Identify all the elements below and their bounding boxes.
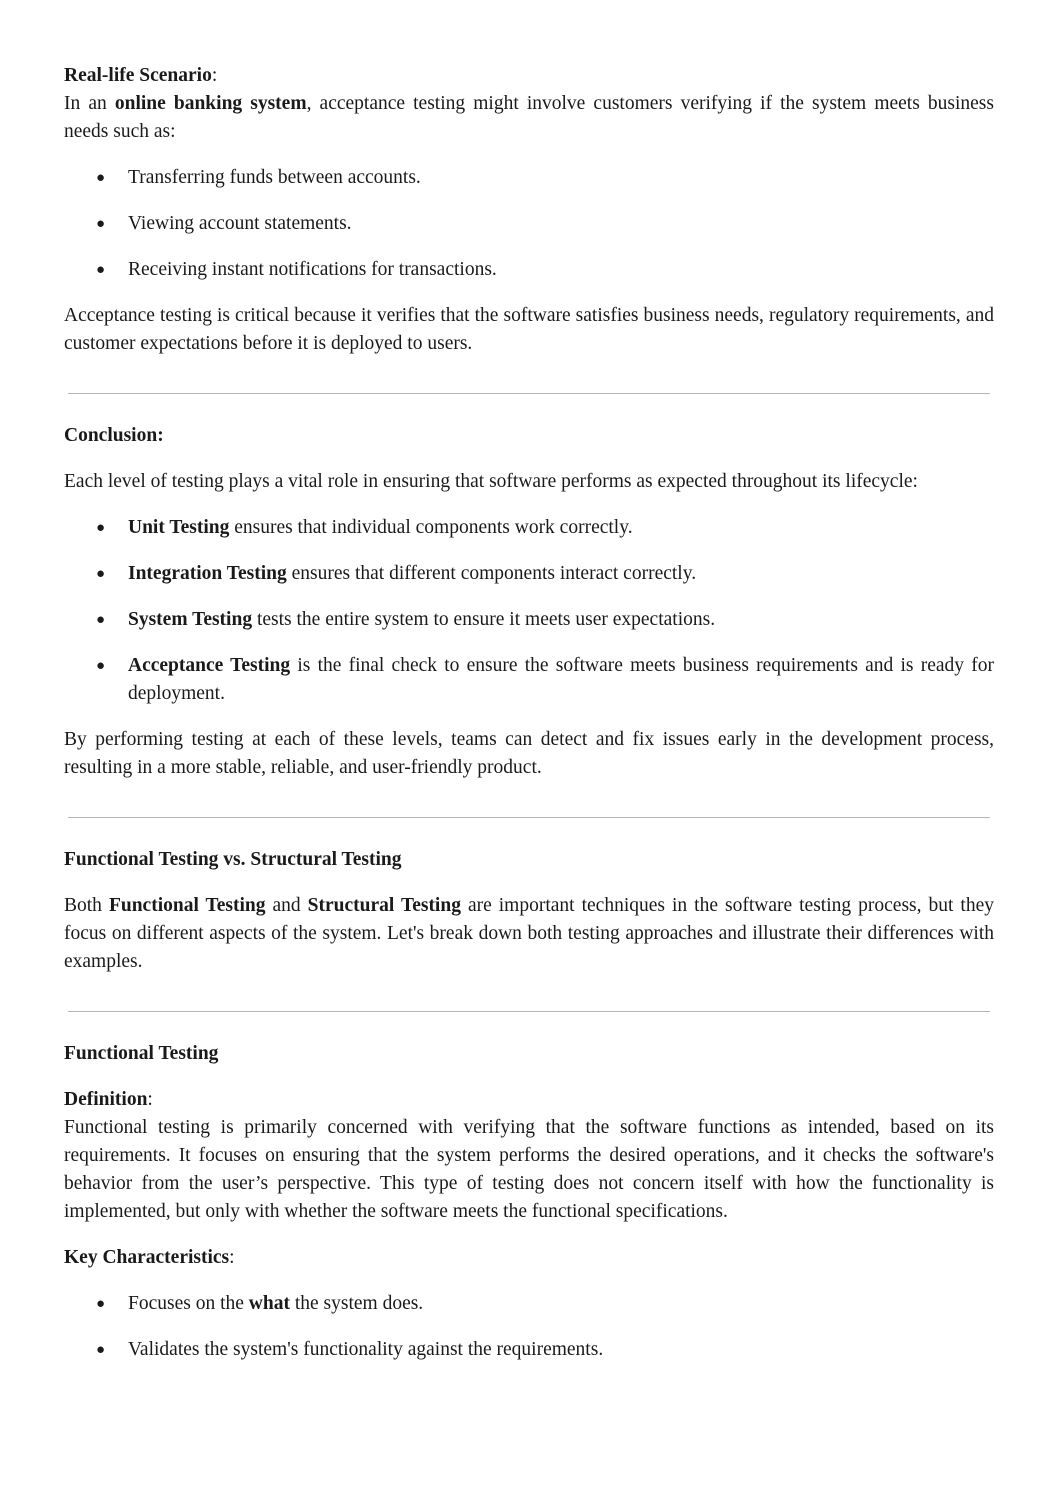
- definition-heading: Definition:: [64, 1089, 153, 1110]
- bullet-icon: ●: [96, 1342, 106, 1358]
- list-item: ● Focuses on the what the system does.: [64, 1290, 994, 1318]
- key-characteristics-list: [64, 1290, 994, 1364]
- comparison-text: Both Functional Testing and Structural Testing are important techniques in the software testing process, but they focus on different aspects of the system. Let's break down both testing approaches and illustrate their differences with examples.: [64, 895, 994, 972]
- bullet-icon: ●: [96, 566, 106, 582]
- bullet-icon: ●: [96, 262, 106, 278]
- bullet-icon: ●: [96, 216, 106, 232]
- conclusion-intro: Each level of testing plays a vital role in ensuring that software performs as expected throughout its lifecycle:: [64, 471, 918, 492]
- list-item: ● Receiving instant notifications for transactions.: [64, 256, 994, 284]
- conclusion-list: [64, 514, 994, 708]
- list-item: ● System Testing tests the entire system to ensure it meets user expectations.: [64, 606, 994, 634]
- comparison-heading: Functional Testing vs. Structural Testing: [64, 849, 402, 870]
- list-item: ● Unit Testing ensures that individual components work correctly.: [64, 514, 994, 542]
- definition-text: Functional testing is primarily concerned with verifying that the software functions as intended, based on its requirements. It focuses on ensuring that the system performs the desired operations, and it checks the software's behavior from the user’s perspective. This type of testing does not concern itself with how the functionality is implemented, but only with whether the software meets the functional specifications.: [64, 1117, 994, 1222]
- functional-heading: Functional Testing: [64, 1043, 219, 1064]
- list-item: ● Transferring funds between accounts.: [64, 164, 994, 192]
- scenario-closing: Acceptance testing is critical because it verifies that the software satisfies business needs, regulatory requirements, and customer expectations before it is deployed to users.: [64, 305, 994, 354]
- document-page: [64, 62, 994, 1382]
- scenario-heading: Real-life Scenario:: [64, 65, 218, 86]
- conclusion-closing: By performing testing at each of these levels, teams can detect and fix issues early in the development process, resulting in a more stable, reliable, and user-friendly product.: [64, 729, 994, 778]
- list-item: ● Integration Testing ensures that different components interact correctly.: [64, 560, 994, 588]
- bullet-icon: ●: [96, 1296, 106, 1312]
- bullet-icon: ●: [96, 612, 106, 628]
- bullet-icon: ●: [96, 520, 106, 536]
- list-item: ● Viewing account statements.: [64, 210, 994, 238]
- list-item: ● Acceptance Testing is the final check to ensure the software meets business requirements and is ready for deployment.: [64, 652, 994, 708]
- scenario-list: [64, 164, 994, 284]
- conclusion-heading: Conclusion:: [64, 425, 164, 446]
- bullet-icon: ●: [96, 658, 106, 674]
- bullet-icon: ●: [96, 170, 106, 186]
- scenario-intro: In an online banking system, acceptance testing might involve customers verifying if the system meets business needs such as:: [64, 93, 994, 142]
- list-item: ● Validates the system's functionality against the requirements.: [64, 1336, 994, 1364]
- key-characteristics-heading: Key Characteristics:: [64, 1247, 235, 1268]
